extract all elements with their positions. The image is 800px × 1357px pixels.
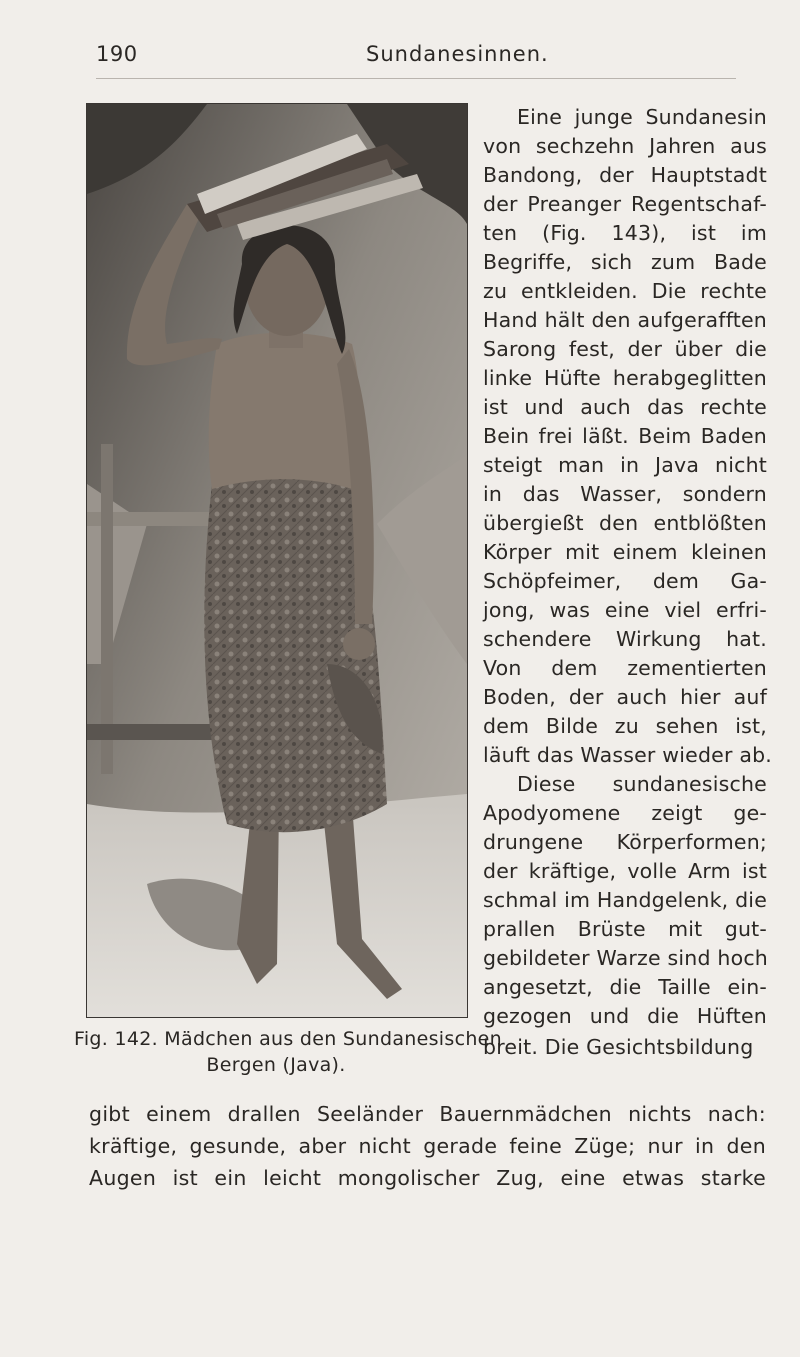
paragraph-line: Schöpfeimer, dem Ga- (483, 569, 767, 593)
paragraph-line: in das Wasser, sondern (483, 482, 767, 506)
paragraph-line: angesetzt, die Taille ein- (483, 975, 767, 999)
caption-line: Fig. 142. Mädchen aus den Sundanesischen (74, 1028, 502, 1050)
paragraph-line: Apodyomene zeigt ge- (483, 801, 767, 825)
paragraph-line: Sarong fest, der über die (483, 337, 767, 361)
paragraph-line: gebildeter Warze sind hoch (483, 946, 768, 970)
paragraph-line: gezogen und die Hüften (483, 1004, 767, 1028)
paragraph-line: Eine junge Sundanesin (517, 105, 767, 129)
paragraph-line: gibt einem drallen Seeländer Bauernmädchen nichts nach: (89, 1102, 766, 1126)
paragraph-line: Hand hält den aufgerafften (483, 308, 767, 332)
paragraph-line: schmal im Handgelenk, die (483, 888, 768, 912)
paragraph-line: drungene Körperformen; (483, 830, 767, 854)
paragraph-line: läuft das Wasser wieder ab. (483, 743, 773, 767)
caption-line: Bergen (Java). (206, 1054, 346, 1076)
paragraph-line: jong, was eine viel erfri- (483, 598, 767, 622)
paragraph-line: Boden, der auch hier auf (483, 685, 767, 709)
paragraph-line: ten (Fig. 143), ist im (483, 221, 767, 245)
paragraph-line: kräftige, gesunde, aber nicht gerade feine Züge; nur in den (89, 1134, 766, 1158)
page-number: 190 (96, 42, 138, 66)
paragraph-line: der kräftige, volle Arm ist (483, 859, 767, 883)
paragraph-line: der Preanger Regentschaf- (483, 192, 767, 216)
page-header (96, 42, 736, 79)
paragraph-line: zu entkleiden. Die rechte (483, 279, 767, 303)
paragraph-line: von sechzehn Jahren aus (483, 134, 767, 158)
paragraph-line: dem Bilde zu sehen ist, (483, 714, 767, 738)
paragraph-line: Diese sundanesische (517, 772, 767, 796)
paragraph-line: Bandong, der Hauptstadt (483, 163, 767, 187)
paragraph-line: übergießt den entblößten (483, 511, 767, 535)
paragraph-line: ist und auch das rechte (483, 395, 767, 419)
figure-photograph (86, 103, 468, 1018)
paragraph-line: Begriffe, sich zum Bade (483, 250, 767, 274)
paragraph-line: Körper mit einem kleinen (483, 540, 767, 564)
paragraph-line: schendere Wirkung hat. (483, 627, 767, 651)
paragraph-line: breit. Die Gesichtsbildung (483, 1035, 754, 1059)
paragraph-line: linke Hüfte herabgeglitten (483, 366, 767, 390)
running-title: Sundanesinnen. (366, 42, 549, 66)
paragraph-line: Augen ist ein leicht mongolischer Zug, eine etwas starke (89, 1166, 766, 1190)
paragraph-line: Von dem zementierten (483, 656, 767, 680)
paragraph-line: Bein frei läßt. Beim Baden (483, 424, 767, 448)
paragraph-line: prallen Brüste mit gut- (483, 917, 767, 941)
paragraph-line: steigt man in Java nicht (483, 453, 767, 477)
figure-caption (74, 1026, 502, 1078)
